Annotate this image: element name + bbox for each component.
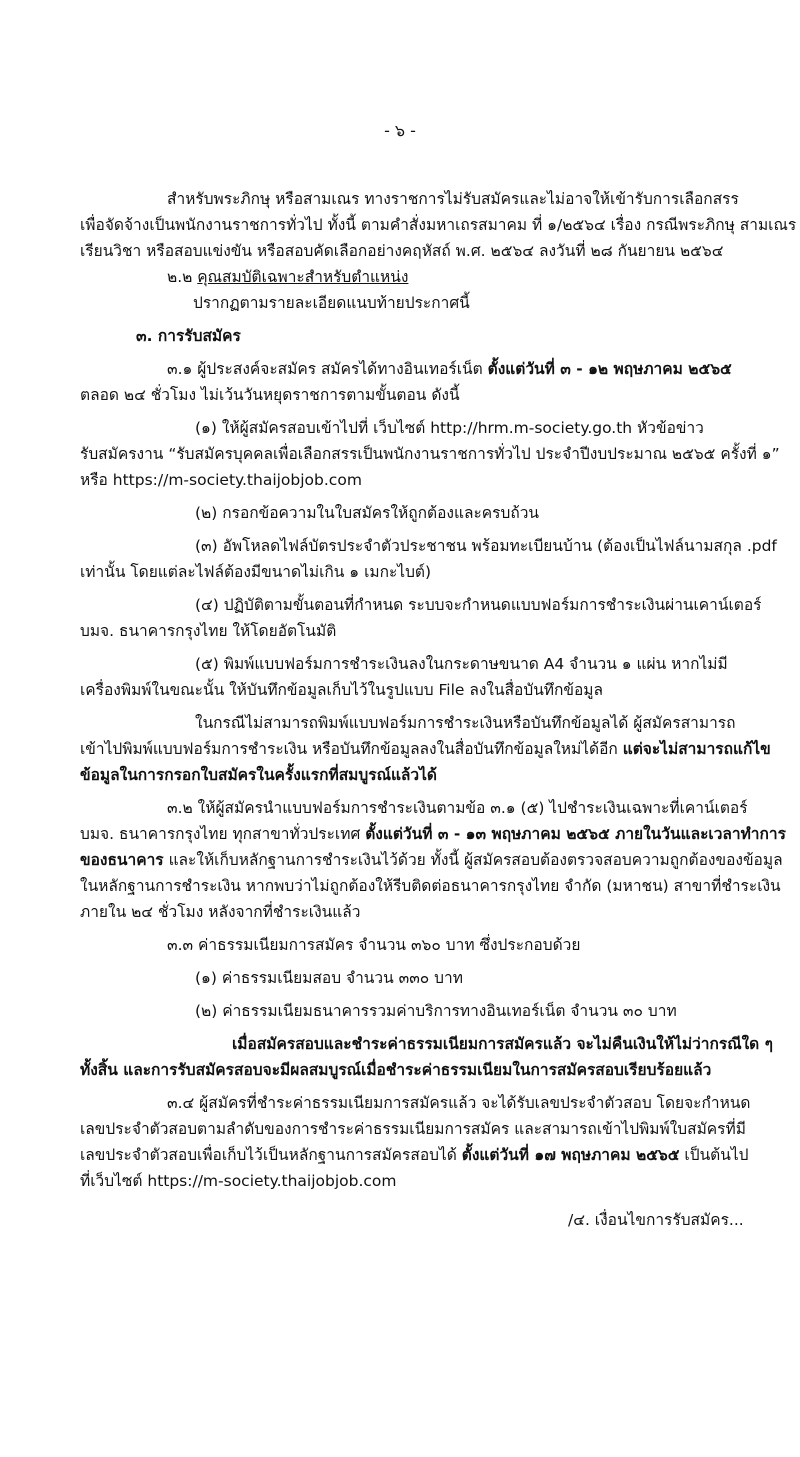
text-line: ในหลักฐานการชำระเงิน หากพบว่าไม่ถูกต้องให้รีบติดต่อธนาคารกรุงไทย จำกัด (มหาชน) สาขาที่ชำระเงิน [80,877,781,895]
text-line: หรือ https://m-society.thaijobjob.com [80,471,362,489]
bold-text-line: ทั้งสิ้น และการรับสมัครสอบจะมีผลสมบูรณ์เมื่อชำระค่าธรรมเนียมในการสมัครสอบเรียบร้อยแล้ว [80,1061,712,1079]
bold-date: ตั้งแต่วันที่ ๑๗ พฤษภาคม ๒๕๖๕ [461,1146,680,1164]
text-line: ที่เว็บไซต์ https://m-society.thaijobjob.com [80,1172,397,1190]
text-line: (๑) ให้ผู้สมัครสอบเข้าไปที่ เว็บไซต์ http://hrm.m-society.go.th หัวข้อข่าว [195,419,704,437]
section-heading-2-2 [0,264,800,290]
text-run: เข้าไปพิมพ์แบบฟอร์มการชำระเงิน หรือบันทึกข้อมูลลงในสื่อบันทึกข้อมูลใหม่ได้อีก [80,740,623,758]
text-line: ๓.๓ ค่าธรรมเนียมการสมัคร จำนวน ๓๖๐ บาท ซึ่งประกอบด้วย [167,936,581,954]
text-line [0,847,800,873]
text-line: รับสมัครงาน “รับสมัครบุคคลเพื่อเลือกสรรเป็นพนักงานราชการทั่วไป ประจำปีงบประมาณ ๒๕๖๕ ครั้งที่ ๑” [80,445,780,463]
text-line: เรียนวิชา หรือสอบแข่งขัน หรือสอบคัดเลือกอย่างคฤหัสถ์ พ.ศ. ๒๕๖๔ ลงวันที่ ๒๘ กันยายน ๒๕๖๔ [80,242,724,260]
bold-date: ตั้งแต่วันที่ ๓ - ๑๒ พฤษภาคม ๒๕๖๕ [487,360,732,378]
text-line: (๒) ค่าธรรมเนียมธนาคารรวมค่าบริการทางอินเทอร์เน็ต จำนวน ๓๐ บาท [195,1002,677,1020]
text-run: เป็นต้นไป [679,1146,749,1164]
text-line: เลขประจำตัวสอบตามลำดับของการชำระค่าธรรมเนียมการสมัคร และสามารถเข้าไปพิมพ์ใบสมัครที่มี [80,1120,746,1138]
page-number: - ๖ - [384,121,416,140]
text-line: เท่านั้น โดยแต่ละไฟล์ต้องมีขนาดไม่เกิน ๑ เมกะไบต์) [80,563,432,581]
section-heading-3: ๓. การรับสมัคร [136,327,241,345]
text-line: (๔) ปฏิบัติตามขั้นตอนที่กำหนด ระบบจะกำหนดแบบฟอร์มการชำระเงินผ่านเคาน์เตอร์ [195,596,762,614]
bold-text-line: เมื่อสมัครสอบและชำระค่าธรรมเนียมการสมัครแล้ว จะไม่คืนเงินให้ไม่ว่ากรณีใด ๆ [232,1035,773,1053]
text-run: บมจ. ธนาคารกรุงไทย ทุกสาขาทั่วประเทศ [80,825,366,843]
section-number: ๒.๒ [167,268,198,286]
text-line: เครื่องพิมพ์ในขณะนั้น ให้บันทึกข้อมูลเก็บไว้ในรูปแบบ File ลงในสื่อบันทึกข้อมูล [80,681,604,699]
text-line: ตลอด ๒๔ ชั่วโมง ไม่เว้นวันหยุดราชการตามขั้นตอน ดังนี้ [80,386,460,404]
text-run: ๓.๑ ผู้ประสงค์จะสมัคร สมัครได้ทางอินเทอร์เน็ต [167,360,488,378]
continuation-note: /๔. เงื่อนไขการรับสมัคร... [568,1211,744,1229]
text-line [0,1142,800,1168]
bold-date: ตั้งแต่วันที่ ๓ - ๑๓ พฤษภาคม ๒๕๖๕ ภายในวันและเวลาทำการ [365,825,786,843]
text-line [0,736,800,762]
text-line: (๒) กรอกข้อความในใบสมัครให้ถูกต้องและครบถ้วน [195,504,540,522]
bold-text: ของธนาคาร [80,851,164,869]
text-line: ๓.๔ ผู้สมัครที่ชำระค่าธรรมเนียมการสมัครแล้ว จะได้รับเลขประจำตัวสอบ โดยจะกำหนด [167,1094,751,1112]
bold-text-line: ข้อมูลในการกรอกใบสมัครในครั้งแรกที่สมบูรณ์แล้วได้ [80,766,437,784]
text-line [0,821,800,847]
text-line: (๓) อัพโหลดไฟล์บัตรประจำตัวประชาชน พร้อมทะเบียนบ้าน (ต้องเป็นไฟล์นามสกุล .pdf [195,537,777,555]
text-line: สำหรับพระภิกษุ หรือสามเณร ทางราชการไม่รับสมัครและไม่อาจให้เข้ารับการเลือกสรร [167,190,739,208]
text-run: และให้เก็บหลักฐานการชำระเงินไว้ด้วย ทั้งนี้ ผู้สมัครสอบต้องตรวจสอบความถูกต้องของข้อมูล [163,851,783,869]
section-title: คุณสมบัติเฉพาะสำหรับตำแหน่ง [197,268,409,286]
text-line: บมจ. ธนาคารกรุงไทย ให้โดยอัตโนมัติ [80,622,337,640]
text-run: เลขประจำตัวสอบเพื่อเก็บไว้เป็นหลักฐานการสมัครสอบได้ [80,1146,462,1164]
bold-text: แต่จะไม่สามารถแก้ไข [622,740,771,758]
text-line [0,356,800,382]
text-line: (๑) ค่าธรรมเนียมสอบ จำนวน ๓๓๐ บาท [195,969,463,987]
text-line: (๕) พิมพ์แบบฟอร์มการชำระเงินลงในกระดาษขนาด A4 จำนวน ๑ แผ่น หากไม่มี [195,655,728,673]
text-line: ๓.๒ ให้ผู้สมัครนำแบบฟอร์มการชำระเงินตามข้อ ๓.๑ (๕) ไปชำระเงินเฉพาะที่เคาน์เตอร์ [167,799,748,817]
text-line: ในกรณีไม่สามารถพิมพ์แบบฟอร์มการชำระเงินหรือบันทึกข้อมูลได้ ผู้สมัครสามารถ [195,714,736,732]
text-line: ปรากฏตามรายละเอียดแนบท้ายประกาศนี้ [193,294,470,312]
text-line: ภายใน ๒๔ ชั่วโมง หลังจากที่ชำระเงินแล้ว [80,903,361,921]
text-line: เพื่อจัดจ้างเป็นพนักงานราชการทั่วไป ทั้งนี้ ตามคำสั่งมหาเถรสมาคม ที่ ๑/๒๕๖๔ เรื่อง กรณีพระภิกษุ สามเณร [80,216,797,234]
